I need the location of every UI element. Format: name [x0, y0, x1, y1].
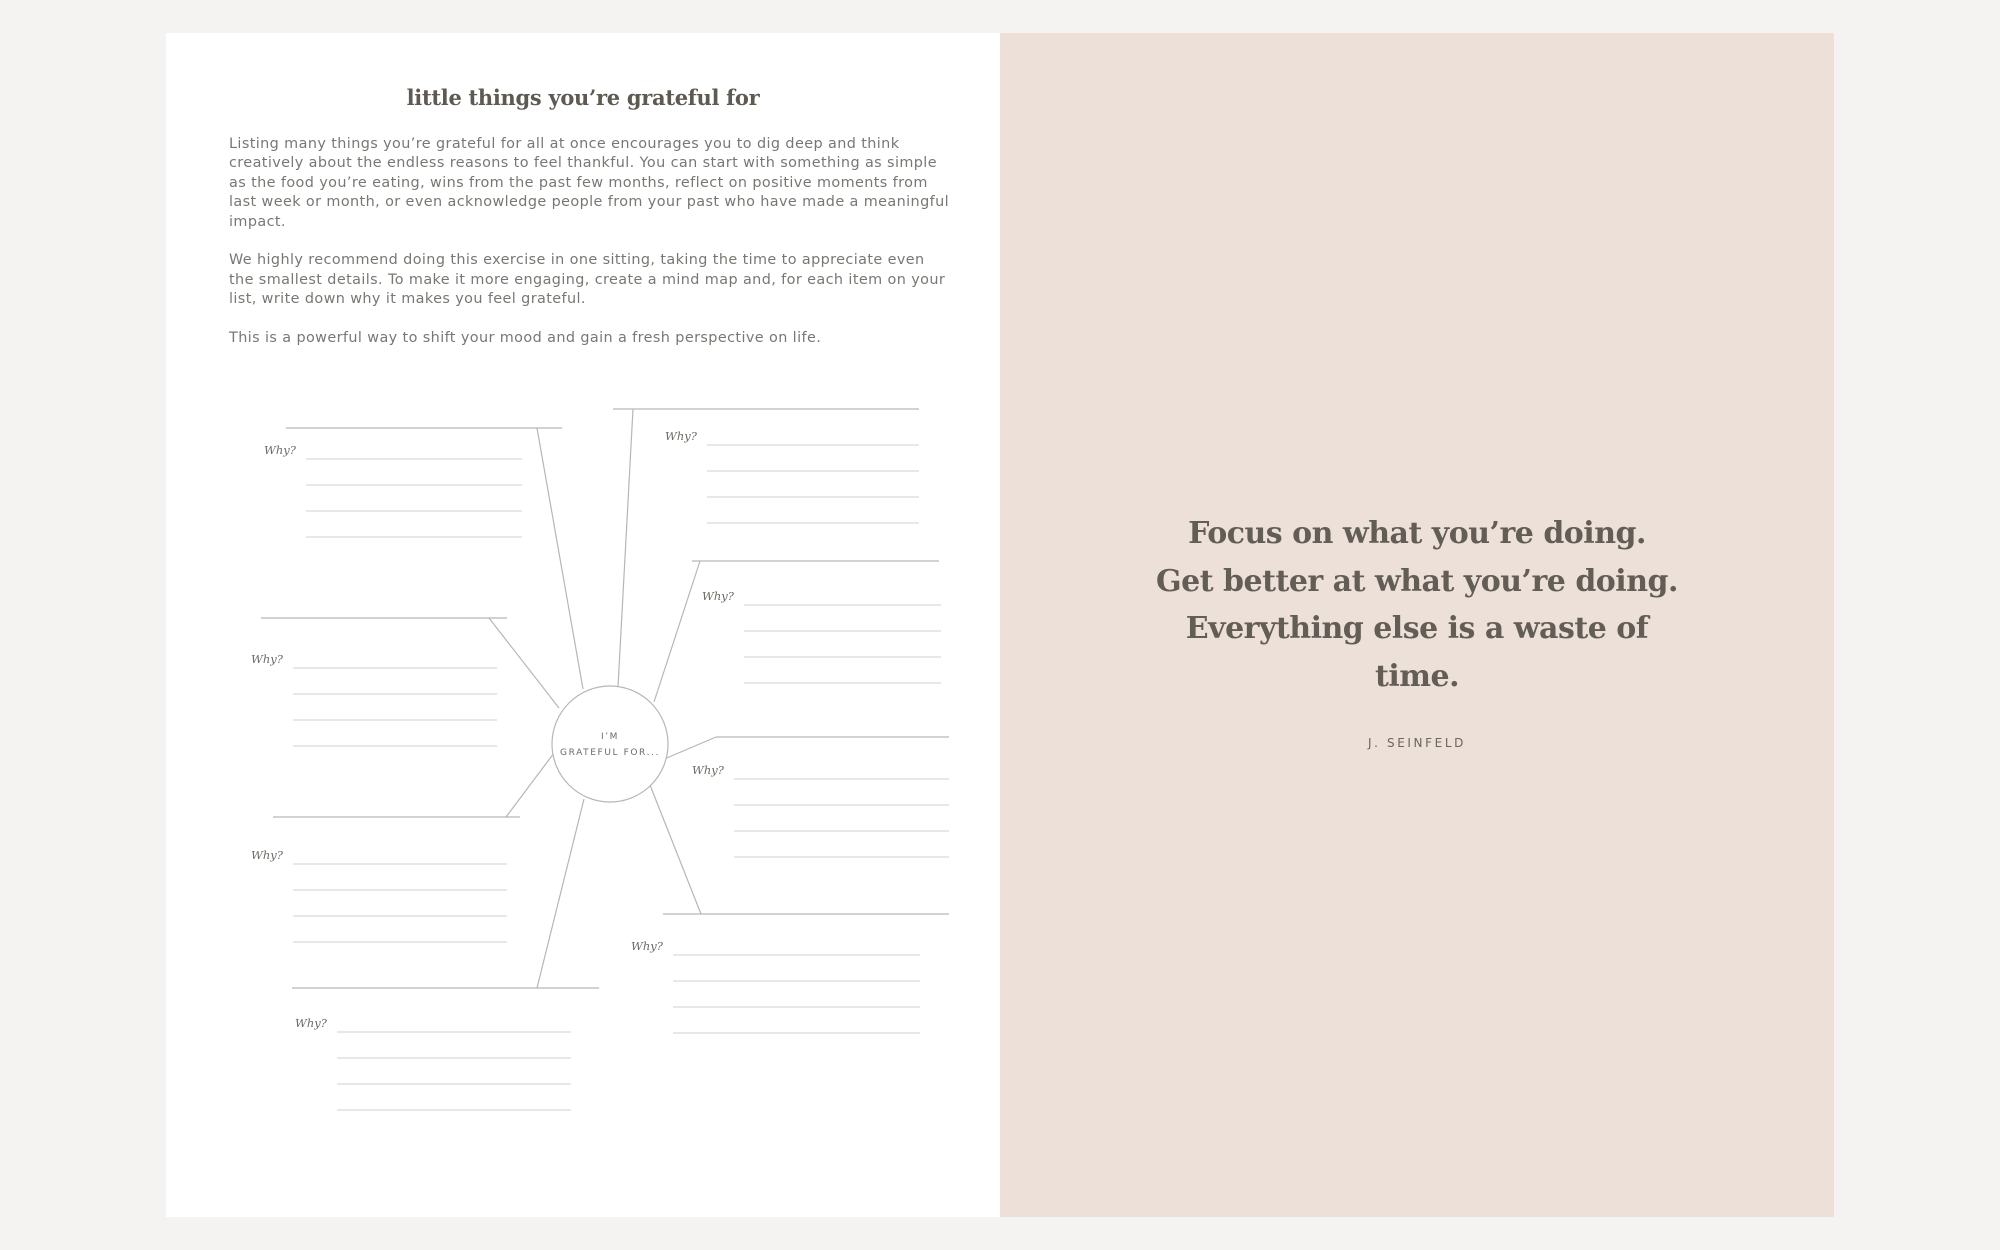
left-page	[166, 33, 1000, 1217]
intro-paragraph-2: We highly recommend doing this exercise in one sitting, taking the time to appreciate even the smallest details. To make it more engaging, create a mind map and, for each item on your list, write down why it makes you feel grateful.	[229, 252, 946, 308]
why-label: Why?	[251, 848, 283, 862]
center-circle	[552, 686, 668, 802]
spoke-7	[650, 785, 701, 914]
why-block-1	[264, 443, 522, 537]
spoke-6	[506, 753, 554, 817]
spoke-8	[537, 799, 584, 988]
why-block-8	[295, 1016, 571, 1110]
why-label: Why?	[251, 652, 283, 666]
spoke-2	[618, 409, 633, 687]
quote-line-4: time.	[1374, 658, 1460, 694]
spoke-5	[662, 737, 716, 760]
quote-line-3: Everything else is a waste of	[1185, 611, 1649, 646]
why-block-7	[631, 939, 920, 1033]
why-block-3	[702, 589, 941, 683]
why-label: Why?	[665, 429, 697, 443]
mind-map	[166, 33, 1000, 1217]
why-block-2	[665, 429, 919, 523]
quote	[1120, 510, 1714, 700]
intro-paragraph-3: This is a powerful way to shift your mood and gain a fresh perspective on life.	[229, 330, 822, 347]
right-page	[1000, 33, 1834, 1217]
why-block-5	[692, 763, 949, 857]
quote-author: J. SEINFELD	[1368, 736, 1466, 750]
why-block-4	[251, 652, 497, 746]
quote-line-2: Get better at what you’re doing.	[1156, 563, 1678, 599]
quote-line-1: Focus on what you’re doing.	[1188, 516, 1646, 551]
why-label: Why?	[295, 1016, 327, 1030]
spoke-1	[537, 428, 583, 689]
spoke-4	[489, 618, 559, 708]
why-label: Why?	[702, 589, 734, 603]
why-label: Why?	[631, 939, 663, 953]
center-label-line-2: GRATEFUL FOR...	[560, 748, 660, 758]
why-block-6	[251, 848, 507, 942]
why-label: Why?	[692, 763, 724, 777]
intro-paragraph-1: Listing many things you’re grateful for all at once encourages you to dig deep and think creatively about the endless reasons to feel thankful. You can start with something as simple as the food you’re eating, wins from the past few months, reflect on positive moments from last week or month, or even acknowledge people from your past who have made a meaningful impact.	[229, 136, 949, 230]
center-label-line-1: I’M	[600, 732, 620, 742]
page-title: little things you’re grateful for	[406, 85, 760, 110]
spoke-3	[654, 561, 700, 702]
why-label: Why?	[264, 443, 296, 457]
